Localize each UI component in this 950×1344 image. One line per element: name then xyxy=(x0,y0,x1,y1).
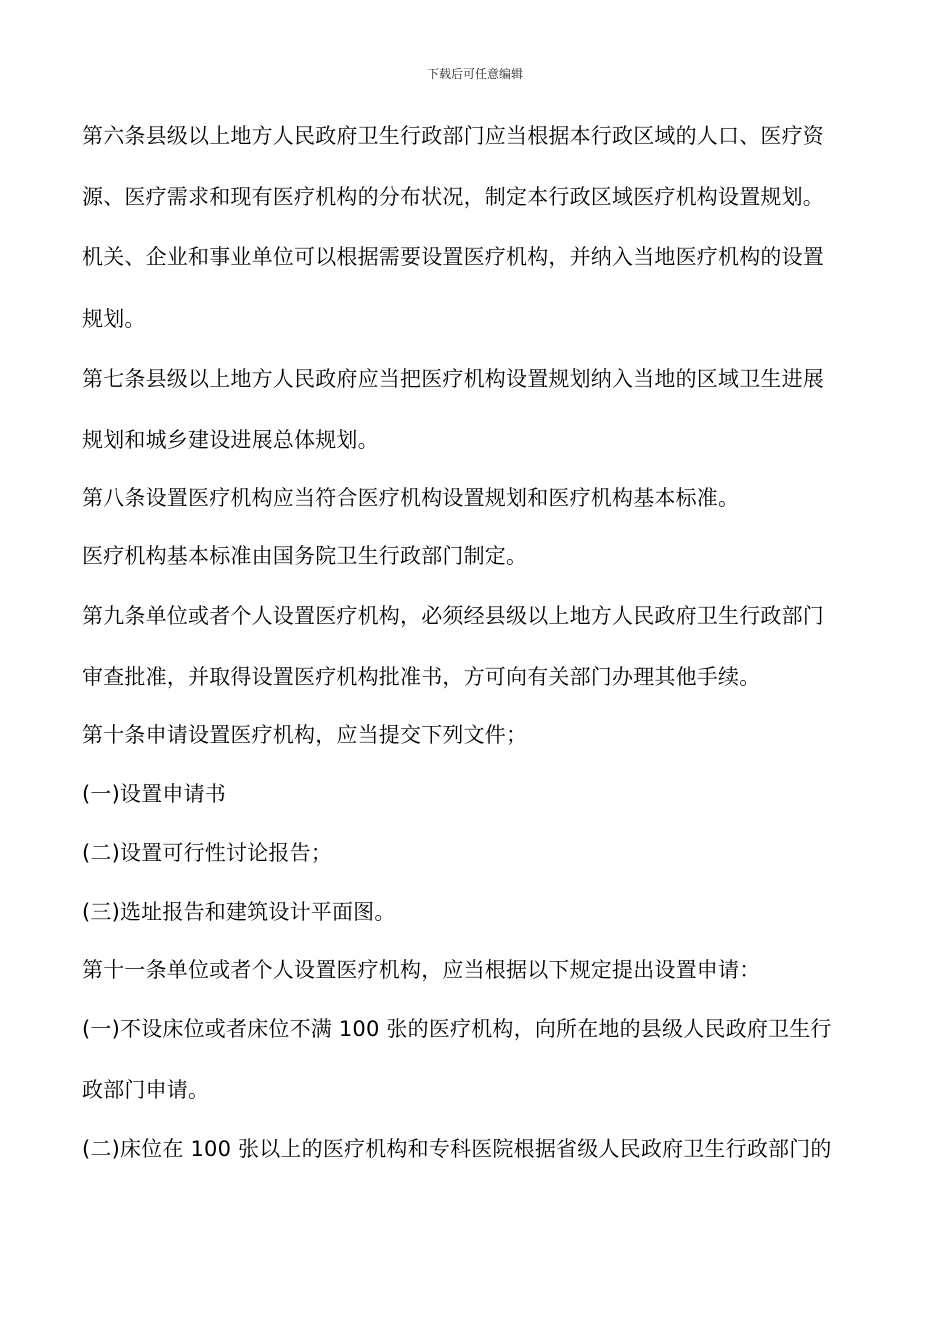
text-line: 第十条申请设置医疗机构，应当提交下列文件； xyxy=(82,723,528,747)
text-line: 规划。 xyxy=(82,307,146,331)
text-line: 政部门申请。 xyxy=(82,1078,210,1102)
text-line: (一)不设床位或者床位不满 100 张的医疗机构，向所在地的县级人民政府卫生行 xyxy=(82,1017,832,1041)
text-line: 第十一条单位或者个人设置医疗机构，应当根据以下规定提出设置申请： xyxy=(82,958,761,982)
text-line: 第九条单位或者个人设置医疗机构，必须经县级以上地方人民政府卫生行政部门 xyxy=(82,604,824,628)
text-line: 第八条设置医疗机构应当符合医疗机构设置规划和医疗机构基本标准。 xyxy=(82,486,740,510)
text-line: (二)床位在 100 张以上的医疗机构和专科医院根据省级人民政府卫生行政部门的 xyxy=(82,1137,832,1161)
text-line: 审查批准，并取得设置医疗机构批准书，方可向有关部门办理其他手续。 xyxy=(82,665,761,689)
text-line: 规划和城乡建设进展总体规划。 xyxy=(82,428,379,452)
text-line: 医疗机构基本标准由国务院卫生行政部门制定。 xyxy=(82,544,528,568)
page-header-note: 下载后可任意编辑 xyxy=(426,67,523,81)
text-line: 第六条县级以上地方人民政府卫生行政部门应当根据本行政区域的人口、医疗资 xyxy=(82,124,824,148)
text-line: 源、医疗需求和现有医疗机构的分布状况，制定本行政区域医疗机构设置规划。 xyxy=(82,185,824,209)
text-line: 机关、企业和事业单位可以根据需要设置医疗机构，并纳入当地医疗机构的设置 xyxy=(82,245,824,269)
text-line: 第七条县级以上地方人民政府应当把医疗机构设置规划纳入当地的区域卫生进展 xyxy=(82,367,824,391)
text-line: (二)设置可行性讨论报告； xyxy=(82,841,332,865)
text-line: (一)设置申请书 xyxy=(82,782,226,806)
text-line: (三)选址报告和建筑设计平面图。 xyxy=(82,900,396,924)
